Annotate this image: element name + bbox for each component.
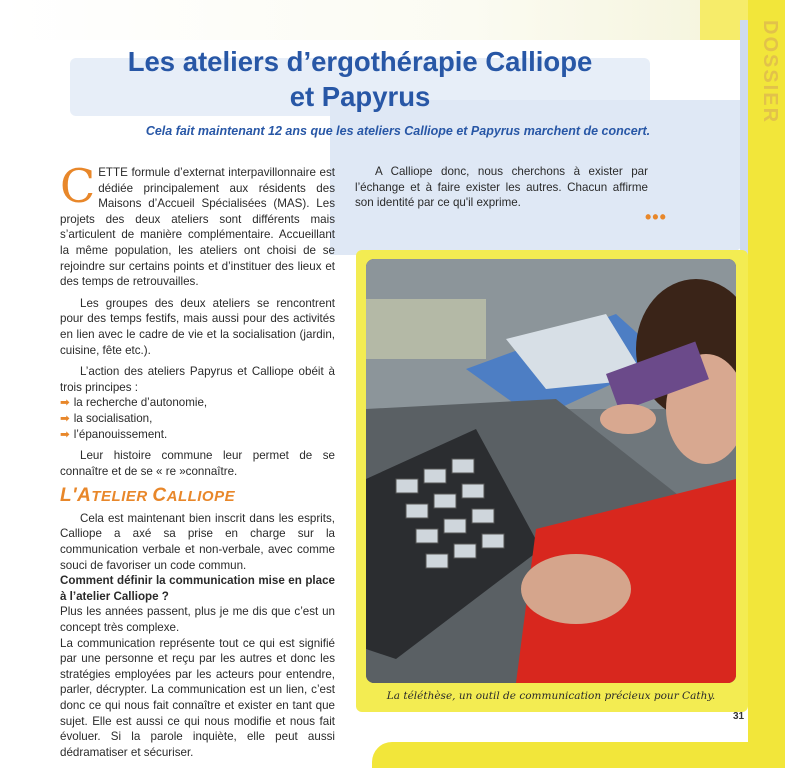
right-column bbox=[355, 164, 648, 211]
photo-telethese bbox=[366, 259, 736, 683]
page-number: 31 bbox=[733, 711, 745, 722]
ellipsis-dots: ••• bbox=[645, 207, 667, 227]
photo-illustration bbox=[366, 259, 736, 683]
arrow-icon: ➡ bbox=[60, 411, 70, 425]
left-column bbox=[60, 159, 335, 760]
paragraph-3: L’action des ateliers Papyrus et Calliope obéit à trois principes : bbox=[60, 365, 335, 394]
bottom-yellow-band bbox=[372, 742, 785, 768]
title-line-1: Les ateliers d’ergothérapie Calliope bbox=[127, 46, 593, 77]
title-line-2: et Papyrus bbox=[289, 81, 431, 112]
bullet-item-2: ➡ la socialisation, bbox=[60, 411, 153, 425]
subtitle: Cela fait maintenant 12 ans que les ateliers Calliope et Papyrus marchent de concert. bbox=[145, 124, 651, 138]
intro-text: ETTE formule d’externat interpavillonnaire est dédiée principalement aux résidents des Maisons d’Accueil Spécialisées (MAS). Les projets des deux ateliers sont différents mais s’articulent de manière complémentaire. Accueillant la même population, les ateliers ont choisi de se rejoindre sur certains points et d’instituer des lieux et des temps de retrouvailles. bbox=[60, 166, 335, 289]
paragraph-5: Cela est maintenant bien inscrit dans les esprits, Calliope a axé sa prise en charge sur la communication verbale et non-verbale, avec comme souci de favoriser un code commun. bbox=[60, 511, 335, 572]
drop-cap: C bbox=[60, 159, 96, 213]
bullet-item-3: ➡ l’épanouissement. bbox=[60, 427, 168, 441]
photo-caption: La téléthèse, un outil de communication précieux pour Cathy. bbox=[386, 690, 716, 702]
top-band bbox=[0, 0, 785, 40]
paragraph-4: Leur histoire commune leur permet de se connaître et de se « re »connaître. bbox=[60, 449, 335, 478]
question-heading: Comment définir la communication mise en place à l’atelier Calliope ? bbox=[60, 574, 335, 603]
intro-paragraph bbox=[60, 159, 335, 290]
bullet-item-1: ➡ la recherche d’autonomie, bbox=[60, 396, 208, 410]
arrow-icon: ➡ bbox=[60, 396, 70, 410]
paragraph-2: Les groupes des deux ateliers se rencontrent pour des temps festifs, mais aussi pour des activités en lien avec le cadre de vie et la socialisation (jardin, cuisine, fête etc.). bbox=[60, 296, 335, 357]
paragraph-6: Plus les années passent, plus je me dis que c’est un concept très complexe. bbox=[60, 605, 335, 635]
side-section-label: DOSSIER bbox=[759, 20, 781, 125]
right-paragraph-1: A Calliope donc, nous cherchons à exister par l’échange et à faire exister les autres. Chacun affirme son identité par ce qu'il exprime. bbox=[355, 165, 648, 210]
paragraph-7: La communication représente tout ce qui est signifié par une personne et reçu par les autres et donc les stratégies employées par les acteurs pour entendre, parler, décrypter. La communication est un lien, c’est donc ce qui nous fait connaître et exister en tant que sujet. Elle est aussi ce qui nous modifie et nous fait évoluer. Si la parole inquiète, elle peut aussi dédramatiser et sécuriser. bbox=[60, 636, 335, 759]
page-title bbox=[80, 44, 640, 114]
arrow-icon: ➡ bbox=[60, 427, 70, 441]
section-heading-calliope: L'ATELIER CALLIOPE bbox=[60, 485, 236, 507]
